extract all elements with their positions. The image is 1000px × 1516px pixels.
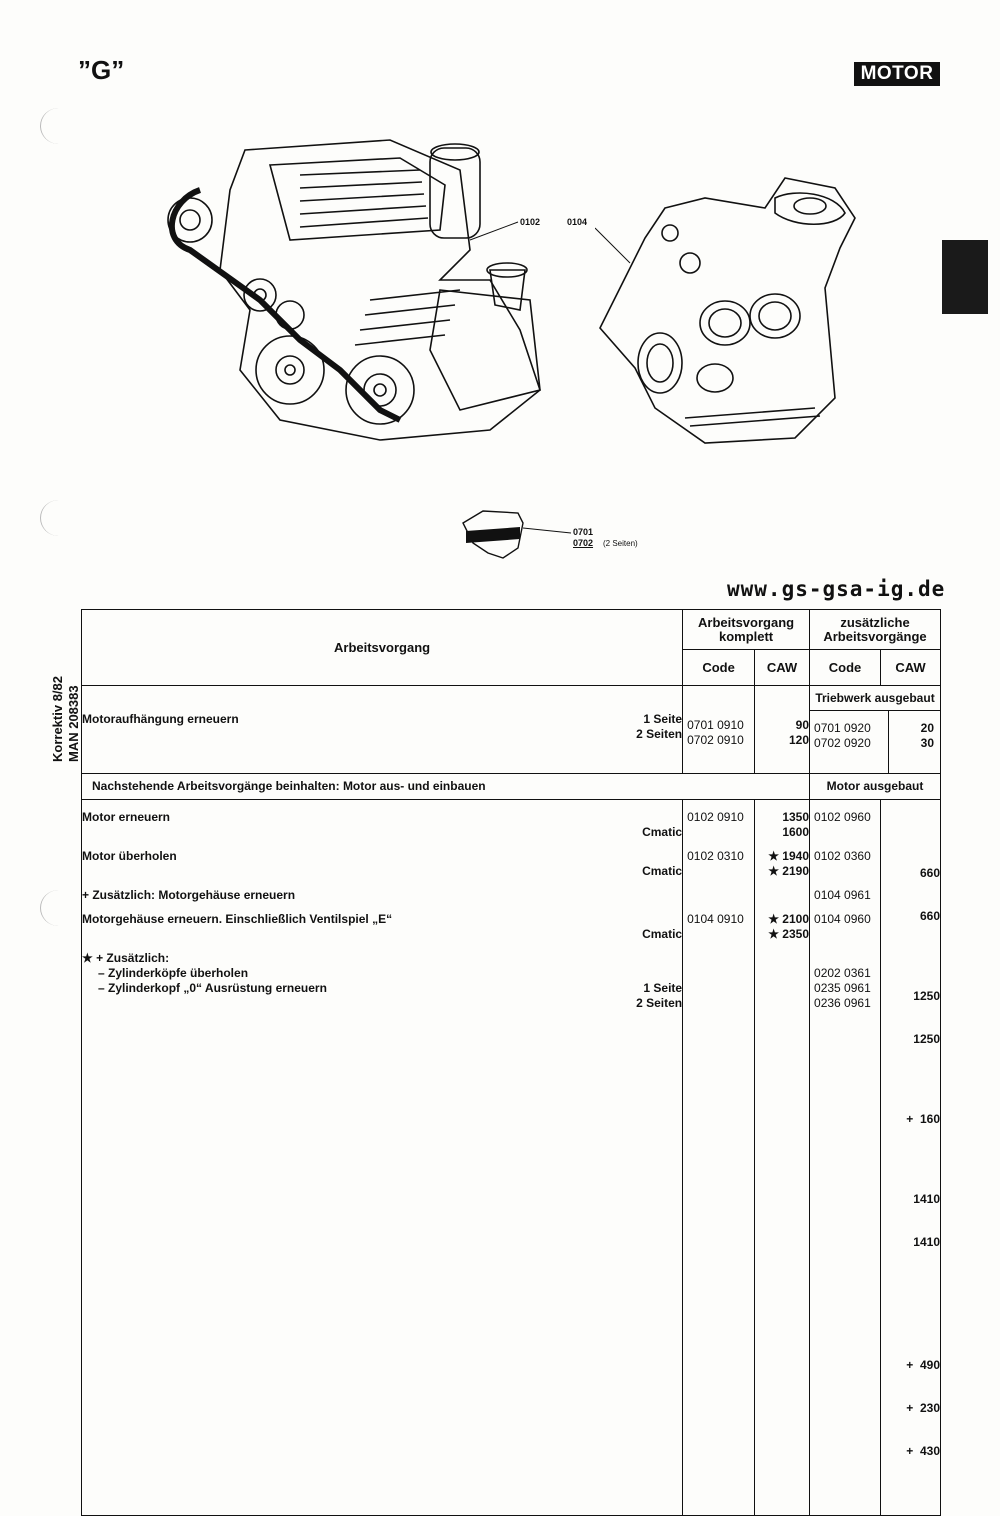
header-caw: CAW — [755, 650, 810, 686]
revision-note — [28, 640, 83, 770]
header-code: Code — [683, 650, 755, 686]
row-label: ★ + Zusätzlich: — [82, 951, 170, 965]
add-caw-cell: 660 — [919, 866, 940, 880]
row-variant: 1 Seite — [643, 981, 683, 995]
add-caw-cell: 20 — [920, 721, 934, 735]
row-variant: Cmatic — [642, 927, 683, 941]
add-code-cell: 0104 0960 — [814, 912, 871, 926]
callout-0104: 0104 — [567, 217, 588, 227]
row-variant: 2 Seiten — [636, 727, 683, 741]
caw-cell: ★ 1940 — [768, 849, 810, 863]
caw-cell: ★ 2100 — [768, 912, 810, 926]
section-label: Nachstehende Arbeitsvorgänge beinhalten: Motor aus- und einbauen — [82, 774, 810, 800]
row-sublabel: – Zylinderköpfe überholen — [98, 966, 249, 980]
caw-cell: 1350 — [782, 810, 810, 824]
engine-illustration — [160, 130, 550, 450]
callout-0701: 0701 — [573, 527, 594, 537]
add-caw-cell: 1410 — [913, 1192, 940, 1206]
operations-table — [81, 609, 941, 1516]
add-code-cell: 0104 0961 — [814, 888, 871, 902]
add-code-cell: 0102 0360 — [814, 849, 871, 863]
code-cell: 0104 0910 — [687, 912, 744, 926]
chapter-tab-marker — [942, 240, 988, 314]
add-code-cell: 0202 0361 — [814, 966, 871, 980]
row-label: Motor überholen — [82, 849, 177, 863]
add-caw-cell: 1250 — [913, 989, 940, 1003]
caw-cell: 1600 — [782, 825, 810, 839]
caw-cell: ★ 2350 — [768, 927, 810, 941]
revision-note-line1: Korrektiv 8/82 — [50, 676, 65, 762]
add-code-cell: 0701 0920 — [814, 721, 871, 735]
engine-case-illustration — [595, 168, 865, 453]
table-row — [82, 686, 683, 774]
code-cell: 0701 0910 — [687, 718, 744, 732]
code-cell: 0102 0910 — [687, 810, 744, 824]
add-code-cell: 0102 0960 — [814, 810, 871, 824]
header-operation: Arbeitsvorgang — [82, 610, 683, 686]
code-cell: 0702 0910 — [687, 733, 744, 747]
header-additional: zusätzliche Arbeitsvorgänge — [810, 610, 941, 650]
add-code-cell: 0236 0961 — [814, 996, 871, 1010]
add-caw-cell: + 160 — [906, 1112, 940, 1126]
revision-note-line2: MAN 208383 — [66, 685, 81, 762]
add-caw-cell: 1410 — [913, 1235, 940, 1249]
website-url: www.gs-gsa-ig.de — [727, 577, 946, 601]
row-label: Motorgehäuse erneuern. Einschließlich Ventilspiel „E“ — [82, 912, 393, 926]
row-variant: Cmatic — [642, 825, 683, 839]
caw-cell: 90 — [795, 718, 810, 732]
section-badge: MOTOR — [854, 62, 940, 86]
punch-hole-mark — [40, 500, 77, 536]
punch-hole-mark — [40, 108, 77, 144]
add-caw-cell: + 230 — [906, 1401, 940, 1415]
callout-0102: 0102 — [520, 217, 541, 227]
add-caw-cell: + 490 — [906, 1358, 940, 1372]
punch-hole-mark — [40, 890, 77, 926]
add-caw-cell: 1250 — [913, 1032, 940, 1046]
header-complete: Arbeitsvorgang komplett — [683, 610, 810, 650]
row-label: Motoraufhängung erneuern — [82, 712, 239, 726]
row-variant: Cmatic — [642, 864, 683, 878]
code-cell: 0102 0310 — [687, 849, 744, 863]
callout-0702: 0702 — [573, 538, 594, 548]
add-code-cell: 0235 0961 — [814, 981, 871, 995]
header-add-caw: CAW — [880, 650, 940, 686]
caw-cell: 120 — [788, 733, 810, 747]
caw-cell: ★ 2190 — [768, 864, 810, 878]
add-code-cell: 0702 0920 — [814, 736, 871, 750]
header-add-code: Code — [810, 650, 881, 686]
row-label: + Zusätzlich: Motorgehäuse erneuern — [82, 888, 296, 902]
callout-note: (2 Seiten) — [603, 539, 638, 548]
row-variant: 2 Seiten — [636, 996, 683, 1010]
model-label: ”G” — [78, 55, 125, 85]
row-sublabel: – Zylinderkopf „0“ Ausrüstung erneuern — [98, 981, 327, 995]
add-caw-cell: + 430 — [906, 1444, 940, 1458]
add-caw-cell: 660 — [919, 909, 940, 923]
add-caw-cell: 30 — [920, 736, 934, 750]
row-label: Motor erneuern — [82, 810, 171, 824]
section-header: Motor ausgebaut — [810, 774, 941, 800]
section-header: Triebwerk ausgebaut — [810, 686, 940, 711]
row-variant: 1 Seite — [643, 712, 683, 726]
engine-mount-illustration — [458, 503, 578, 563]
